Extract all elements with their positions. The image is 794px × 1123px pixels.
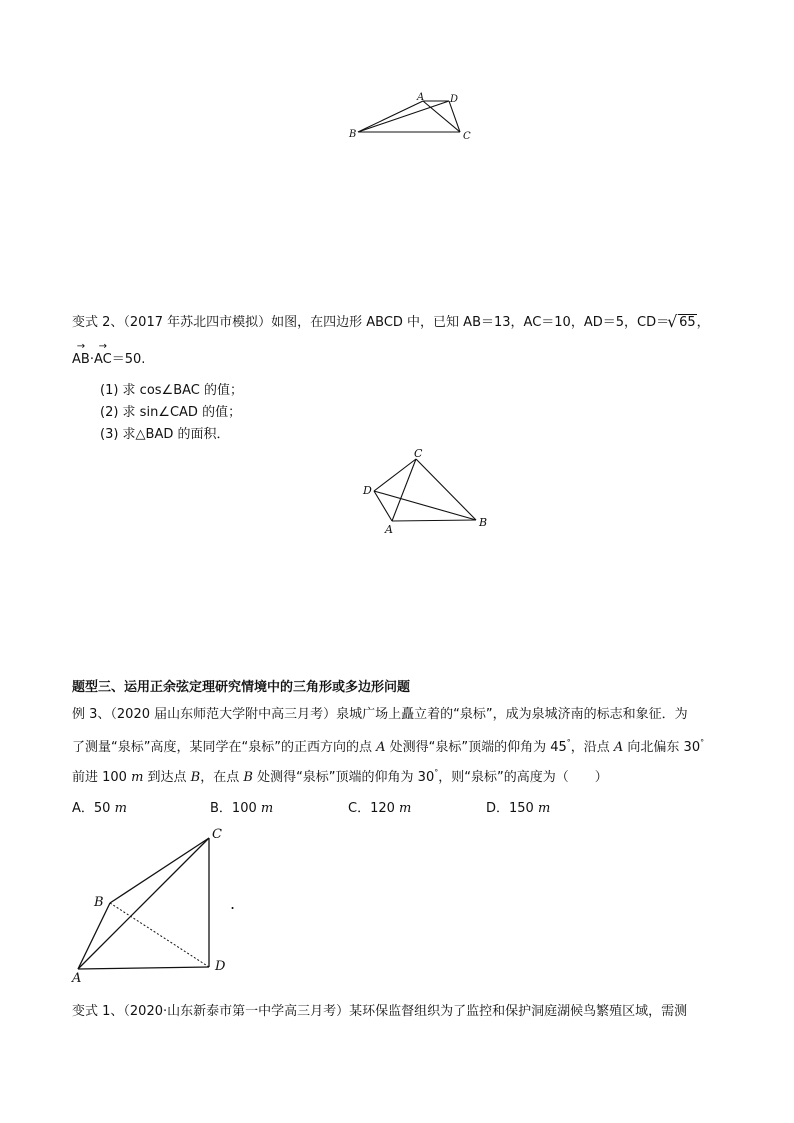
variant2-intro-end: ， xyxy=(696,315,710,330)
text-fragment: 向北偏东 30 xyxy=(623,740,701,755)
unit-m: m xyxy=(131,770,144,785)
dot-product-value: ＝50. xyxy=(111,352,146,367)
segment-BC xyxy=(110,838,209,903)
text-fragment: ，则“泉标”的高度为（ ） xyxy=(438,770,608,785)
option-letter: A． xyxy=(72,801,94,816)
text-fragment: ，在点 xyxy=(200,770,244,785)
degree-symbol: ° xyxy=(700,738,705,747)
text-fragment: 处测得“泉标”顶端的仰角为 30 xyxy=(252,770,435,785)
option-b[interactable] xyxy=(210,797,273,816)
label-A: A xyxy=(72,971,82,986)
option-value: 100 xyxy=(231,801,257,816)
segment-BD-hidden xyxy=(110,903,209,967)
degree-symbol: ° xyxy=(566,738,571,747)
option-a[interactable] xyxy=(72,797,127,816)
text-fragment: ，沿点 xyxy=(570,740,614,755)
figure-quadrilateral-1 xyxy=(340,88,480,148)
option-value: 150 xyxy=(509,801,534,816)
section-heading: 题型三、运用正余弦定理研究情境中的三角形或多边形问题 xyxy=(72,680,411,695)
option-value: 50 xyxy=(93,801,111,816)
example3-line-3 xyxy=(72,766,608,785)
variant2-question-3: (3) 求△BAD 的面积． xyxy=(100,427,230,442)
segment-AB xyxy=(392,520,476,521)
segment-BD xyxy=(358,101,449,132)
option-letter: C． xyxy=(348,801,371,816)
text-fragment: 前进 100 xyxy=(72,770,132,785)
label-C: C xyxy=(414,447,423,460)
option-d[interactable] xyxy=(486,797,550,816)
figure-quadrilateral-2 xyxy=(355,445,495,540)
option-letter: D． xyxy=(486,801,510,816)
vector-AB: → AB xyxy=(72,352,90,367)
segment-CB xyxy=(416,459,476,520)
variant2-intro-line xyxy=(72,311,710,330)
example3-line-1: 例 3、（2020 届山东师范大学附中高三月考）泉城广场上矗立着的“泉标”，成为泉城济南的标志和象征．为 xyxy=(72,707,688,722)
variant1-line-1: 变式 1、（2020·山东新泰市第一中学高三月考）某环保监督组织为了监控和保护洞庭湖候鸟繁殖区域，需测 xyxy=(72,1004,688,1019)
segment-AD xyxy=(78,967,209,969)
unit-m: m xyxy=(537,801,551,816)
segment-BA xyxy=(358,101,423,132)
example3-line-2 xyxy=(72,736,704,755)
dot-operator: · xyxy=(89,352,94,367)
option-value: 120 xyxy=(370,801,395,816)
figure-tetrahedron xyxy=(70,822,250,986)
trailing-period: . xyxy=(230,894,236,913)
segment-AB xyxy=(78,903,110,969)
label-D: D xyxy=(363,484,372,497)
unit-m: m xyxy=(114,801,127,816)
text-fragment: 到达点 xyxy=(143,770,191,785)
variant2-question-2: (2) 求 sin∠CAD 的值； xyxy=(100,405,242,420)
point-A: A xyxy=(613,740,624,755)
point-B: B xyxy=(190,770,201,785)
label-A: A xyxy=(385,523,393,536)
text-fragment: 处测得“泉标”顶端的仰角为 45 xyxy=(385,740,567,755)
variant2-question-1: (1) 求 cos∠BAC 的值； xyxy=(100,383,244,398)
label-D: D xyxy=(450,94,459,105)
sqrt-radicand: 65 xyxy=(679,315,696,330)
option-letter: B． xyxy=(210,801,232,816)
text-fragment: 了测量“泉标”高度，某同学在“泉标”的正西方向的点 xyxy=(72,740,377,755)
label-B: B xyxy=(479,516,488,529)
vector-AC: → AC xyxy=(94,352,112,367)
point-B: B xyxy=(243,770,253,785)
label-A: A xyxy=(417,92,425,103)
label-B: B xyxy=(94,895,104,910)
option-c[interactable] xyxy=(348,797,411,816)
variant2-intro-text: 变式 2、（2017 年苏北四市模拟）如图，在四边形 ABCD 中，已知 AB＝13，AC＝10，AD＝5，CD＝ xyxy=(72,315,670,330)
degree-symbol: ° xyxy=(434,768,439,777)
label-C: C xyxy=(463,131,471,142)
label-D: D xyxy=(215,959,226,974)
point-A: A xyxy=(376,740,386,755)
unit-m: m xyxy=(399,801,412,816)
variant2-dot-product-line xyxy=(72,348,145,367)
unit-m: m xyxy=(260,801,274,816)
sqrt-65 xyxy=(669,315,697,330)
label-C: C xyxy=(212,827,222,842)
label-B: B xyxy=(349,129,357,140)
